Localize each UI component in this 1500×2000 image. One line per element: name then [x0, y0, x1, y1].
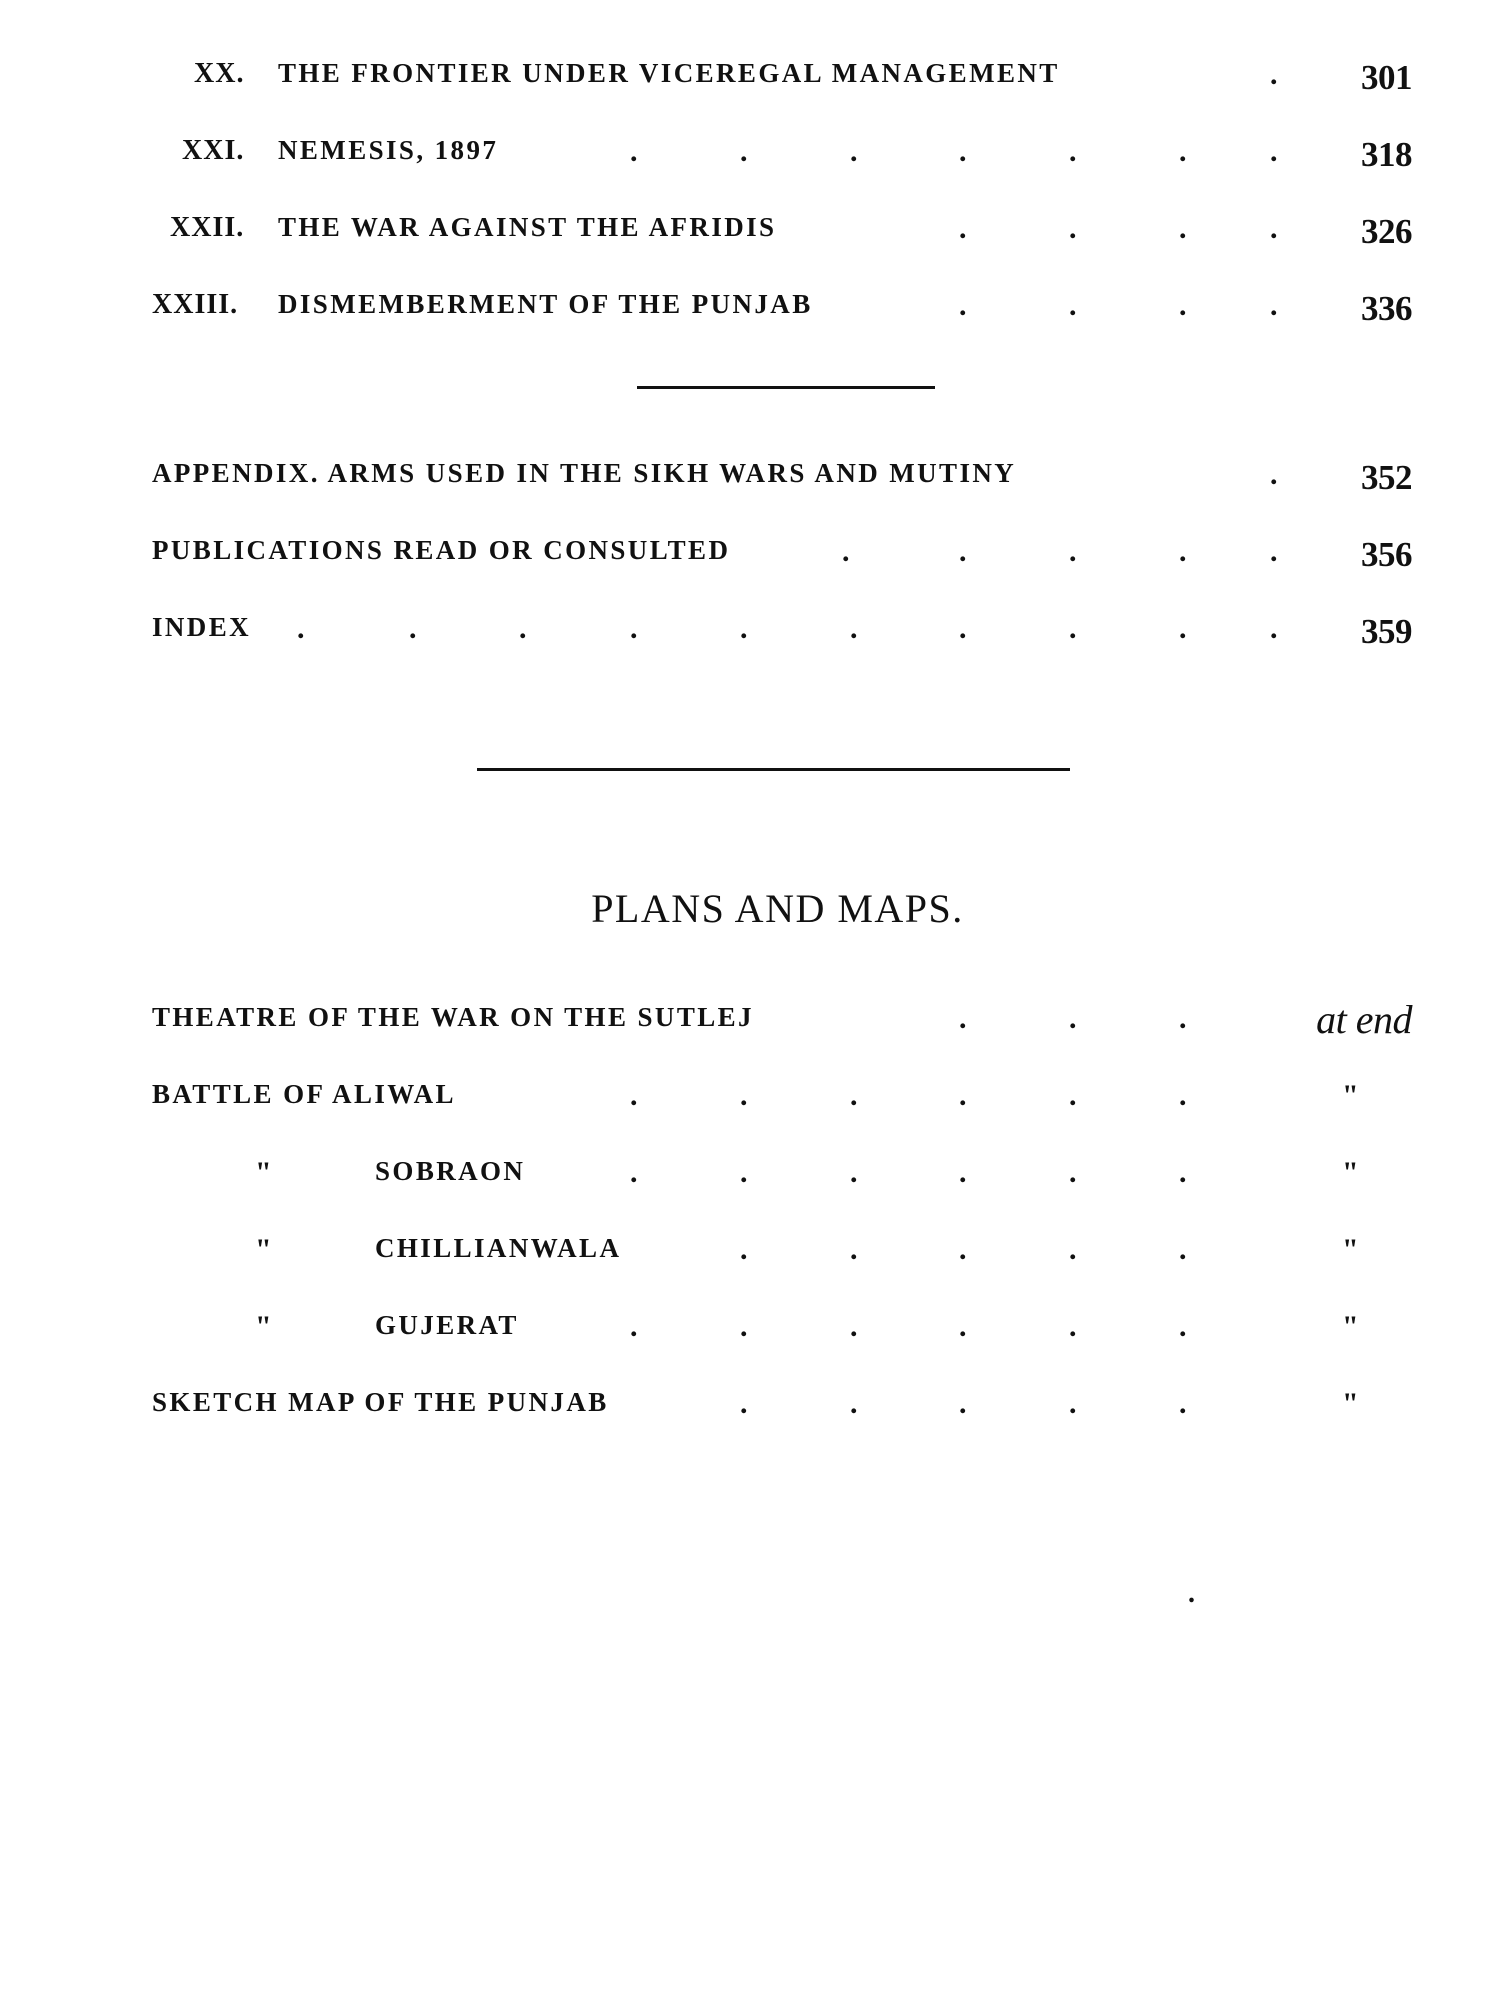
leader-dot: .: [1069, 612, 1077, 645]
leader-dot: .: [1179, 289, 1187, 322]
entry-title: APPENDIX. ARMS USED IN THE SIKH WARS AND MUTINY: [152, 458, 1017, 488]
leader-dot: .: [519, 612, 527, 645]
leader-dot: .: [850, 612, 858, 645]
ditto-mark: ": [1342, 1156, 1359, 1189]
leader-dot: .: [1179, 1002, 1187, 1035]
leader-dot: .: [1069, 1156, 1077, 1189]
chapter-title: THE FRONTIER UNDER VICEREGAL MANAGEMENT: [278, 58, 1060, 88]
leader-dot: .: [850, 135, 858, 168]
leader-dot: .: [409, 612, 417, 645]
leader-dot: .: [1179, 135, 1187, 168]
plan-title: THEATRE OF THE WAR ON THE SUTLEJ: [152, 1002, 754, 1032]
page-reference: at end: [1316, 997, 1412, 1042]
leader-dot: .: [1069, 212, 1077, 245]
plan-title: CHILLIANWALA: [375, 1233, 622, 1263]
leader-dot: .: [1179, 212, 1187, 245]
leader-dot: .: [1179, 1233, 1187, 1266]
leader-dot: .: [1179, 612, 1187, 645]
ditto-mark: ": [255, 1233, 272, 1266]
leader-dot: .: [850, 1310, 858, 1343]
plan-row: [152, 1079, 1412, 1119]
leader-dot: .: [959, 612, 967, 645]
page-number: 352: [1361, 458, 1412, 497]
plans-heading: PLANS AND MAPS.: [591, 886, 964, 931]
leader-dot: .: [740, 1156, 748, 1189]
leader-dot: .: [959, 1233, 967, 1266]
leader-dot: .: [1270, 135, 1278, 168]
plan-title: SKETCH MAP OF THE PUNJAB: [152, 1387, 609, 1417]
leader-dot: .: [630, 1310, 638, 1343]
leader-dot: .: [1179, 1079, 1187, 1112]
leader-dot: .: [630, 612, 638, 645]
entry-title: INDEX: [152, 612, 252, 642]
leader-dot: .: [630, 135, 638, 168]
leader-dot: .: [850, 1156, 858, 1189]
leader-dots: [152, 612, 1412, 652]
page-number: 301: [1361, 58, 1412, 97]
ditto-mark: ": [1342, 1233, 1359, 1266]
back-matter-row: [152, 612, 1412, 652]
contents-row: [152, 212, 1412, 252]
chapter-title: NEMESIS, 1897: [278, 135, 499, 165]
leader-dot: .: [1069, 1079, 1077, 1112]
ditto-mark: ": [255, 1310, 272, 1343]
plan-title: BATTLE OF ALIWAL: [152, 1079, 456, 1109]
page-number: 318: [1361, 135, 1412, 174]
leader-dot: .: [740, 1079, 748, 1112]
leader-dot: .: [842, 535, 850, 568]
leader-dot: .: [1179, 1156, 1187, 1189]
leader-dot: .: [959, 1387, 967, 1420]
leader-dot: .: [959, 289, 967, 322]
leader-dot: .: [959, 1156, 967, 1189]
leader-dots: [152, 458, 1412, 498]
leader-dot: .: [1069, 135, 1077, 168]
leader-dot: .: [959, 1079, 967, 1112]
page-number: 336: [1361, 289, 1412, 328]
contents-row: [152, 58, 1412, 98]
leader-dots: [152, 58, 1412, 98]
contents-row: [152, 135, 1412, 175]
leader-dot: .: [1270, 289, 1278, 322]
leader-dot: .: [630, 1079, 638, 1112]
leader-dots: [152, 1079, 1412, 1119]
ditto-mark: ": [1342, 1079, 1359, 1112]
leader-dot: .: [959, 135, 967, 168]
plan-row: [152, 1310, 1412, 1350]
leader-dot: .: [740, 612, 748, 645]
leader-dot: .: [297, 612, 305, 645]
leader-dots: [152, 289, 1412, 329]
leader-dot: .: [740, 1310, 748, 1343]
leader-dot: .: [1270, 535, 1278, 568]
page-number: 326: [1361, 212, 1412, 251]
ditto-mark: ": [255, 1156, 272, 1189]
ditto-mark: ": [1342, 1387, 1359, 1420]
leader-dot: .: [740, 135, 748, 168]
leader-dot: .: [1069, 1233, 1077, 1266]
entry-title: PUBLICATIONS READ OR CONSULTED: [152, 535, 731, 565]
leader-dots: [152, 1156, 1412, 1196]
leader-dots: [152, 535, 1412, 575]
leader-dots: [152, 135, 1412, 175]
chapter-number: XXI.: [182, 135, 245, 166]
leader-dot: .: [850, 1079, 858, 1112]
leader-dot: .: [959, 1310, 967, 1343]
page-number: 356: [1361, 535, 1412, 574]
leader-dot: .: [1069, 1002, 1077, 1035]
chapter-number: XXIII.: [152, 289, 239, 320]
plan-row: [152, 1156, 1412, 1196]
plan-title: GUJERAT: [375, 1310, 519, 1340]
leader-dot: .: [959, 212, 967, 245]
leader-dot: .: [1270, 458, 1278, 491]
plan-row: [152, 997, 1412, 1042]
leader-dot: .: [630, 1156, 638, 1189]
back-matter-row: [152, 535, 1412, 575]
leader-dot: .: [1179, 535, 1187, 568]
leader-dot: .: [1069, 1387, 1077, 1420]
leader-dot: .: [850, 1233, 858, 1266]
stray-dot: .: [1188, 1578, 1195, 1609]
leader-dots: [152, 212, 1412, 252]
chapter-number: XX.: [194, 58, 245, 89]
plan-title: SOBRAON: [375, 1156, 526, 1186]
ditto-mark: ": [1342, 1310, 1359, 1343]
contents-row: [152, 289, 1412, 329]
leader-dot: .: [1270, 58, 1278, 91]
leader-dot: .: [1069, 1310, 1077, 1343]
leader-dot: .: [959, 1002, 967, 1035]
leader-dots: [152, 1387, 1412, 1427]
section-divider: [637, 386, 935, 389]
leader-dot: .: [1270, 212, 1278, 245]
leader-dot: .: [1069, 289, 1077, 322]
leader-dot: .: [1179, 1387, 1187, 1420]
chapter-number: XXII.: [170, 212, 245, 243]
page-number: 359: [1361, 612, 1412, 651]
chapter-title: THE WAR AGAINST THE AFRIDIS: [278, 212, 777, 242]
leader-dot: .: [1270, 612, 1278, 645]
leader-dot: .: [740, 1233, 748, 1266]
chapter-title: DISMEMBERMENT OF THE PUNJAB: [278, 289, 813, 319]
leader-dot: .: [1179, 1310, 1187, 1343]
plan-row: [152, 1233, 1412, 1273]
leader-dot: .: [740, 1387, 748, 1420]
leader-dot: .: [850, 1387, 858, 1420]
leader-dot: .: [1069, 535, 1077, 568]
leader-dots: [152, 1310, 1412, 1350]
leader-dots: [152, 1002, 1412, 1042]
leader-dot: .: [959, 535, 967, 568]
plan-row: [152, 1387, 1412, 1427]
back-matter-row: [152, 458, 1412, 498]
leader-dots: [152, 1233, 1412, 1273]
section-divider: [477, 768, 1070, 771]
